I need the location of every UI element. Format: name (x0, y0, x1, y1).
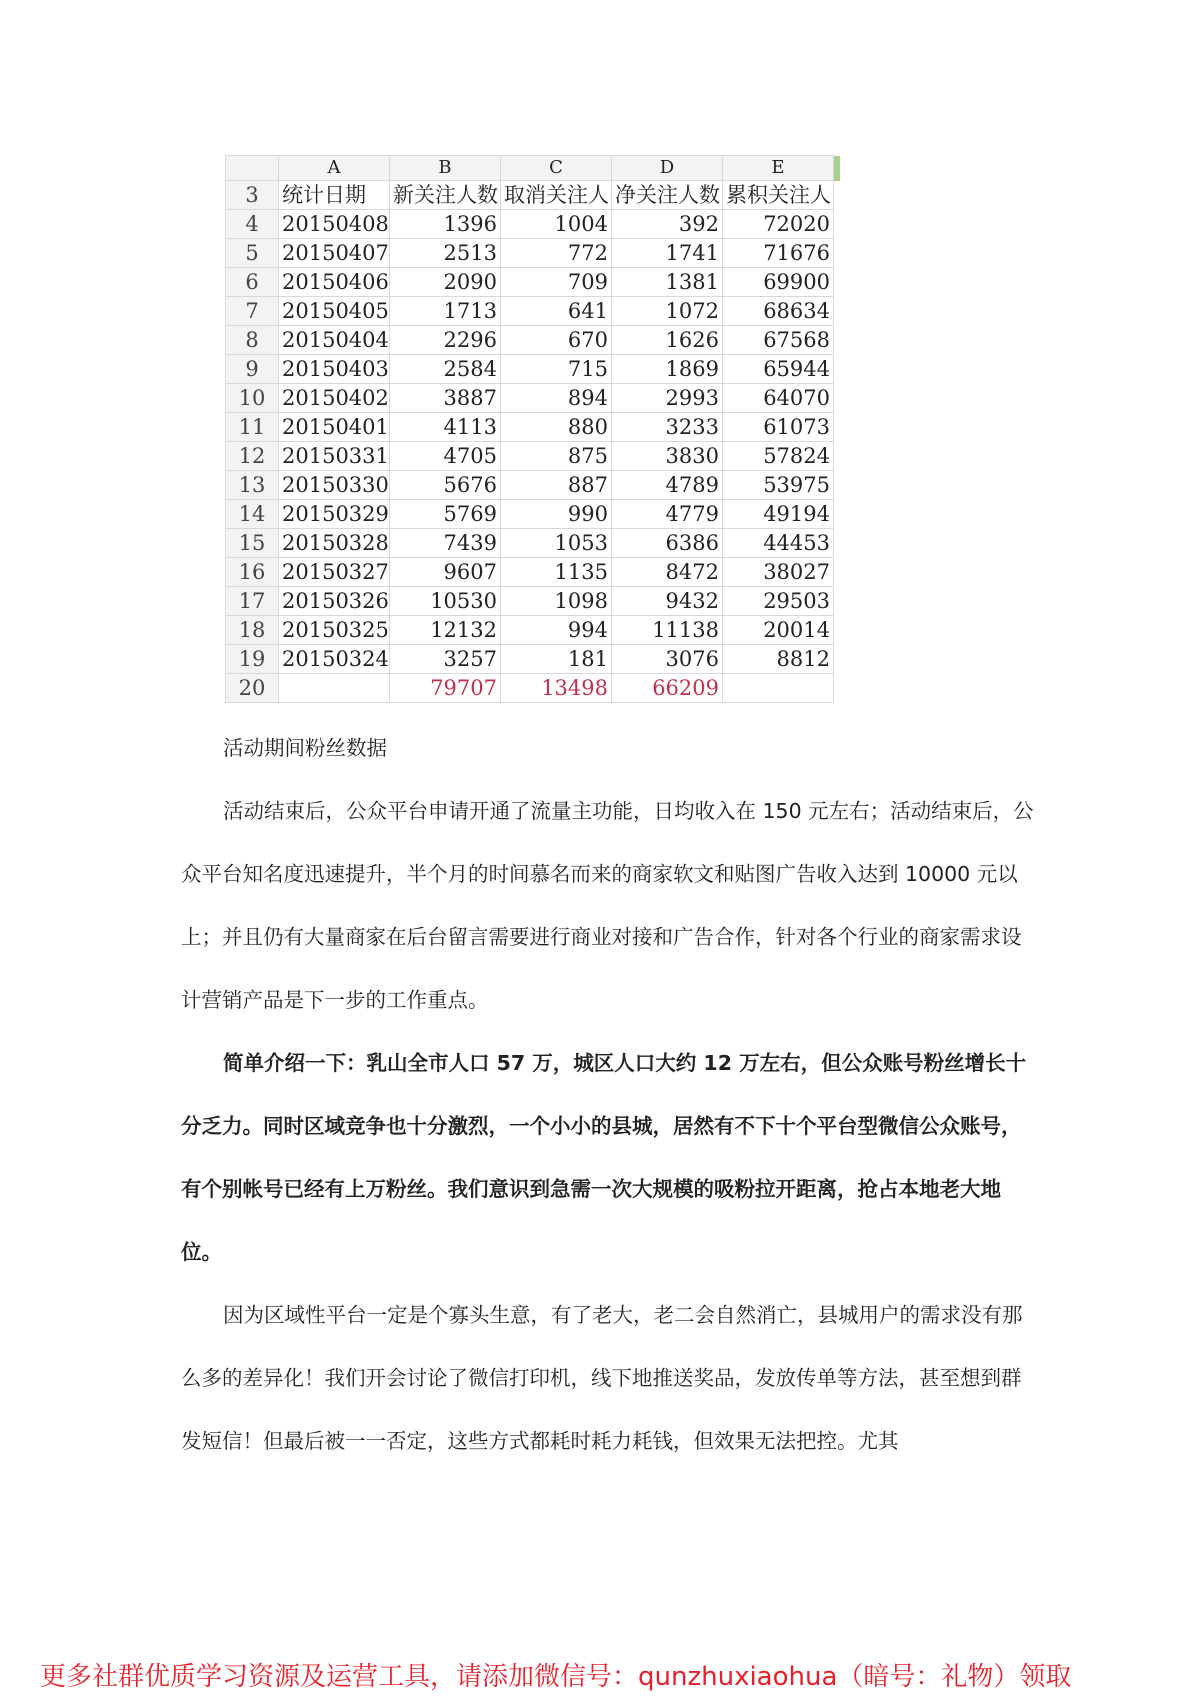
table-row (226, 587, 841, 616)
table-cell[interactable]: 2296 (390, 326, 501, 355)
table-row (226, 529, 841, 558)
table-cell[interactable]: 净关注人数 (612, 181, 723, 210)
column-header[interactable]: D (612, 156, 723, 181)
table-row (226, 181, 841, 210)
table-row (226, 558, 841, 587)
table-cell[interactable]: 3233 (612, 413, 723, 442)
table-cell[interactable]: 20150402 (279, 384, 390, 413)
column-header-row (226, 156, 841, 181)
column-header[interactable]: A (279, 156, 390, 181)
table-row (226, 297, 841, 326)
column-header[interactable]: C (501, 156, 612, 181)
corner-cell[interactable] (226, 156, 279, 181)
table-cell[interactable]: 20150406 (279, 268, 390, 297)
table-cell[interactable]: 9432 (612, 587, 723, 616)
table-cell[interactable]: 49194 (723, 500, 834, 529)
table-cell[interactable]: 取消关注人 (501, 181, 612, 210)
table-cell[interactable]: 1626 (612, 326, 723, 355)
table-cell[interactable]: 79707 (390, 674, 501, 703)
selection-edge (834, 156, 841, 181)
row-number[interactable]: 9 (226, 355, 279, 384)
table-cell[interactable]: 11138 (612, 616, 723, 645)
table-cell[interactable]: 20150326 (279, 587, 390, 616)
table-cell[interactable]: 2090 (390, 268, 501, 297)
table-cell[interactable]: 8812 (723, 645, 834, 674)
table-cell[interactable]: 68634 (723, 297, 834, 326)
table-cell[interactable]: 20150404 (279, 326, 390, 355)
table-cell[interactable]: 20150330 (279, 471, 390, 500)
row-number[interactable]: 16 (226, 558, 279, 587)
column-header[interactable]: E (723, 156, 834, 181)
table-caption: 活动期间粉丝数据 (223, 736, 387, 760)
table-cell[interactable]: 20150401 (279, 413, 390, 442)
table-cell[interactable]: 57824 (723, 442, 834, 471)
table-cell[interactable]: 181 (501, 645, 612, 674)
table-row (226, 326, 841, 355)
table-cell[interactable]: 715 (501, 355, 612, 384)
table-cell[interactable]: 20150403 (279, 355, 390, 384)
table-row (226, 500, 841, 529)
table-cell[interactable]: 1004 (501, 210, 612, 239)
table-cell[interactable]: 10530 (390, 587, 501, 616)
table-cell[interactable]: 61073 (723, 413, 834, 442)
table-cell[interactable]: 1098 (501, 587, 612, 616)
table-cell[interactable]: 9607 (390, 558, 501, 587)
row-number[interactable]: 14 (226, 500, 279, 529)
row-number[interactable]: 3 (226, 181, 279, 210)
table-cell[interactable]: 772 (501, 239, 612, 268)
table-cell[interactable]: 20150325 (279, 616, 390, 645)
table-cell[interactable]: 13498 (501, 674, 612, 703)
table-cell[interactable]: 5769 (390, 500, 501, 529)
table-cell[interactable] (279, 674, 390, 703)
document-body (181, 717, 1041, 1473)
table-cell[interactable]: 1135 (501, 558, 612, 587)
table-cell[interactable]: 65944 (723, 355, 834, 384)
table-cell[interactable]: 统计日期 (279, 181, 390, 210)
table-cell[interactable]: 新关注人数 (390, 181, 501, 210)
table-cell[interactable]: 20150327 (279, 558, 390, 587)
table-cell[interactable]: 38027 (723, 558, 834, 587)
row-number[interactable]: 19 (226, 645, 279, 674)
row-number[interactable]: 13 (226, 471, 279, 500)
table-cell[interactable]: 67568 (723, 326, 834, 355)
row-number[interactable]: 10 (226, 384, 279, 413)
row-number[interactable]: 4 (226, 210, 279, 239)
table-cell[interactable]: 20150405 (279, 297, 390, 326)
column-header[interactable]: B (390, 156, 501, 181)
table-cell[interactable]: 994 (501, 616, 612, 645)
table-cell[interactable]: 392 (612, 210, 723, 239)
table-cell[interactable]: 20150324 (279, 645, 390, 674)
table-row (226, 471, 841, 500)
table-cell[interactable]: 709 (501, 268, 612, 297)
table-cell[interactable]: 20014 (723, 616, 834, 645)
paragraph-3: 因为区域性平台一定是个寡头生意，有了老大，老二会自然消亡，县城用户的需求没有那么多的差异化！我们开会讨论了微信打印机，线下地推送奖品，发放传单等方法，甚至想到群发短信！但最后被一一否定，这些方式都耗时耗力耗钱，但效果无法把控。尤其 (181, 1303, 1023, 1453)
table-cell[interactable]: 20150331 (279, 442, 390, 471)
table-cell[interactable]: 3076 (612, 645, 723, 674)
table-cell[interactable]: 20150329 (279, 500, 390, 529)
table-cell[interactable]: 875 (501, 442, 612, 471)
table-row (226, 674, 841, 703)
table-cell[interactable]: 4779 (612, 500, 723, 529)
table-cell[interactable]: 20150408 (279, 210, 390, 239)
row-number[interactable]: 18 (226, 616, 279, 645)
table-cell[interactable]: 1741 (612, 239, 723, 268)
table-cell[interactable]: 3830 (612, 442, 723, 471)
row-number[interactable]: 6 (226, 268, 279, 297)
table-cell[interactable]: 641 (501, 297, 612, 326)
table-cell[interactable]: 1396 (390, 210, 501, 239)
table-row (226, 239, 841, 268)
table-cell[interactable]: 4113 (390, 413, 501, 442)
table-cell[interactable]: 7439 (390, 529, 501, 558)
table-cell[interactable]: 1053 (501, 529, 612, 558)
table-row (226, 645, 841, 674)
row-number[interactable]: 8 (226, 326, 279, 355)
table-cell[interactable]: 12132 (390, 616, 501, 645)
table-row (226, 384, 841, 413)
row-number[interactable]: 5 (226, 239, 279, 268)
table-row (226, 268, 841, 297)
table-cell[interactable]: 1869 (612, 355, 723, 384)
table-cell[interactable]: 44453 (723, 529, 834, 558)
table-cell[interactable]: 3257 (390, 645, 501, 674)
table-row (226, 616, 841, 645)
table-cell[interactable]: 累积关注人 (723, 181, 834, 210)
table-cell[interactable]: 670 (501, 326, 612, 355)
paragraph-1: 活动结束后，公众平台申请开通了流量主功能，日均收入在 150 元左右；活动结束后，公众平台知名度迅速提升，半个月的时间慕名而来的商家软文和贴图广告收入达到 10000 元以上；并且仍有大量商家在后台留言需要进行商业对接和广告合作，针对各个行业的商家需求设计营销产品是下一步的工作重点。 (181, 799, 1034, 1012)
table-cell[interactable]: 887 (501, 471, 612, 500)
table-cell[interactable]: 2513 (390, 239, 501, 268)
table-cell[interactable]: 2993 (612, 384, 723, 413)
table-cell[interactable] (723, 674, 834, 703)
table-row (226, 413, 841, 442)
table-cell[interactable]: 66209 (612, 674, 723, 703)
row-number[interactable]: 11 (226, 413, 279, 442)
table-cell[interactable]: 8472 (612, 558, 723, 587)
row-number[interactable]: 7 (226, 297, 279, 326)
row-number[interactable]: 15 (226, 529, 279, 558)
table-row (226, 210, 841, 239)
table-cell[interactable]: 880 (501, 413, 612, 442)
footer-promo: 更多社群优质学习资源及运营工具，请添加微信号：qunzhuxiaohua（暗号：礼物）领取 (40, 1662, 1072, 1692)
table-cell[interactable]: 29503 (723, 587, 834, 616)
table-cell[interactable]: 1381 (612, 268, 723, 297)
table-cell[interactable]: 20150328 (279, 529, 390, 558)
table-cell[interactable]: 72020 (723, 210, 834, 239)
table-cell[interactable]: 5676 (390, 471, 501, 500)
table-row (226, 442, 841, 471)
table-cell[interactable]: 69900 (723, 268, 834, 297)
table-cell[interactable]: 894 (501, 384, 612, 413)
table-cell[interactable]: 64070 (723, 384, 834, 413)
row-number[interactable]: 20 (226, 674, 279, 703)
table-row (226, 355, 841, 384)
row-number[interactable]: 12 (226, 442, 279, 471)
table-cell[interactable]: 71676 (723, 239, 834, 268)
table-cell[interactable]: 4789 (612, 471, 723, 500)
table-cell[interactable]: 2584 (390, 355, 501, 384)
table-cell[interactable]: 53975 (723, 471, 834, 500)
row-number[interactable]: 17 (226, 587, 279, 616)
table-cell[interactable]: 1713 (390, 297, 501, 326)
paragraph-2: 简单介绍一下：乳山全市人口 57 万，城区人口大约 12 万左右，但公众账号粉丝增长十分乏力。同时区域竞争也十分激烈，一个小小的县城，居然有不下十个平台型微信公众账号，有个别帐号已经有上万粉丝。我们意识到急需一次大规模的吸粉拉开距离，抢占本地老大地位。 (181, 1051, 1027, 1264)
table-cell[interactable]: 990 (501, 500, 612, 529)
table-cell[interactable]: 6386 (612, 529, 723, 558)
spreadsheet-table (225, 155, 841, 703)
table-cell[interactable]: 4705 (390, 442, 501, 471)
table-cell[interactable]: 1072 (612, 297, 723, 326)
table-cell[interactable]: 20150407 (279, 239, 390, 268)
table-cell[interactable]: 3887 (390, 384, 501, 413)
